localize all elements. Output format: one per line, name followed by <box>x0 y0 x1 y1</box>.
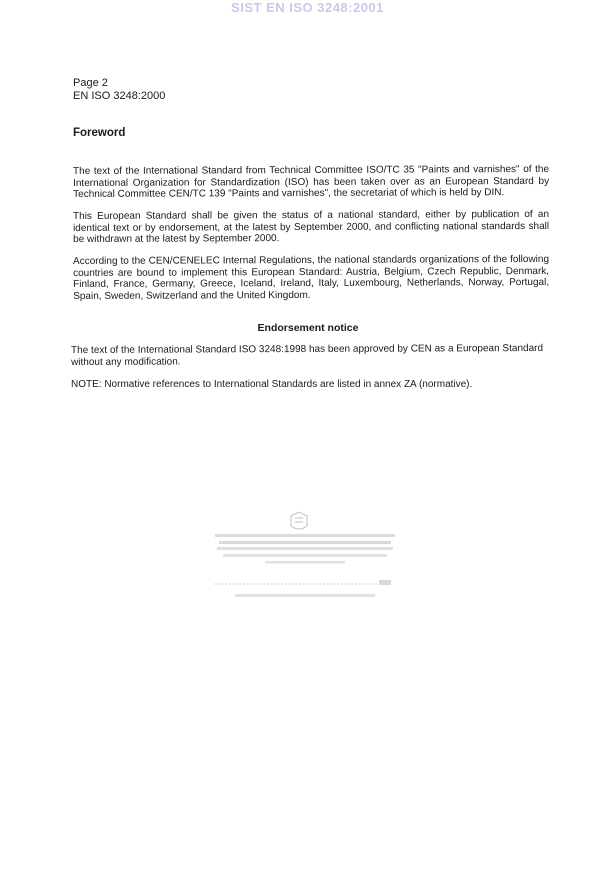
foreword-paragraph: According to the CEN/CENELEC Internal Regulations, the national standards organizations of the following countries are bound to implement this European Standard: Austria, Belgium, Czech Republic, Denmark, Finland, France, Germany, Greece, Iceland, Ireland, Italy, Luxembourg, Netherlands, Norway, Portugal, Spain, Sweden, Switzerland and the United Kingdom. <box>73 253 550 302</box>
foreword-paragraph: The text of the International Standard from Technical Committee ISO/TC 35 "Paints and varnishes" of the International Organization for Standardization (ISO) has been taken over as an European Standard by Technical Committee CEN/TC 139 "Paints and varnishes", the secretariat of which is held by DIN. <box>73 163 550 200</box>
foreword-heading: Foreword <box>73 127 126 139</box>
document-id: EN ISO 3248:2000 <box>73 90 166 102</box>
faded-stamp-icon <box>205 508 405 608</box>
endorsement-heading: Endorsement notice <box>257 322 359 334</box>
watermark: SIST EN ISO 3248:2001 <box>231 0 384 15</box>
note-paragraph: NOTE: Normative references to International Standards are listed in annex ZA (normative). <box>71 379 473 390</box>
page-number: Page 2 <box>73 77 108 89</box>
foreword-paragraph: This European Standard shall be given the status of a national standard, either by publication of an identical text or by endorsement, at the latest by September 2000, and conflicting national standards shall be withdrawn at the latest by September 2000. <box>73 208 550 245</box>
page-header <box>73 77 165 103</box>
endorsement-paragraph: The text of the International Standard ISO 3248:1998 has been approved by CEN as a European Standard without any modification. <box>71 342 544 368</box>
